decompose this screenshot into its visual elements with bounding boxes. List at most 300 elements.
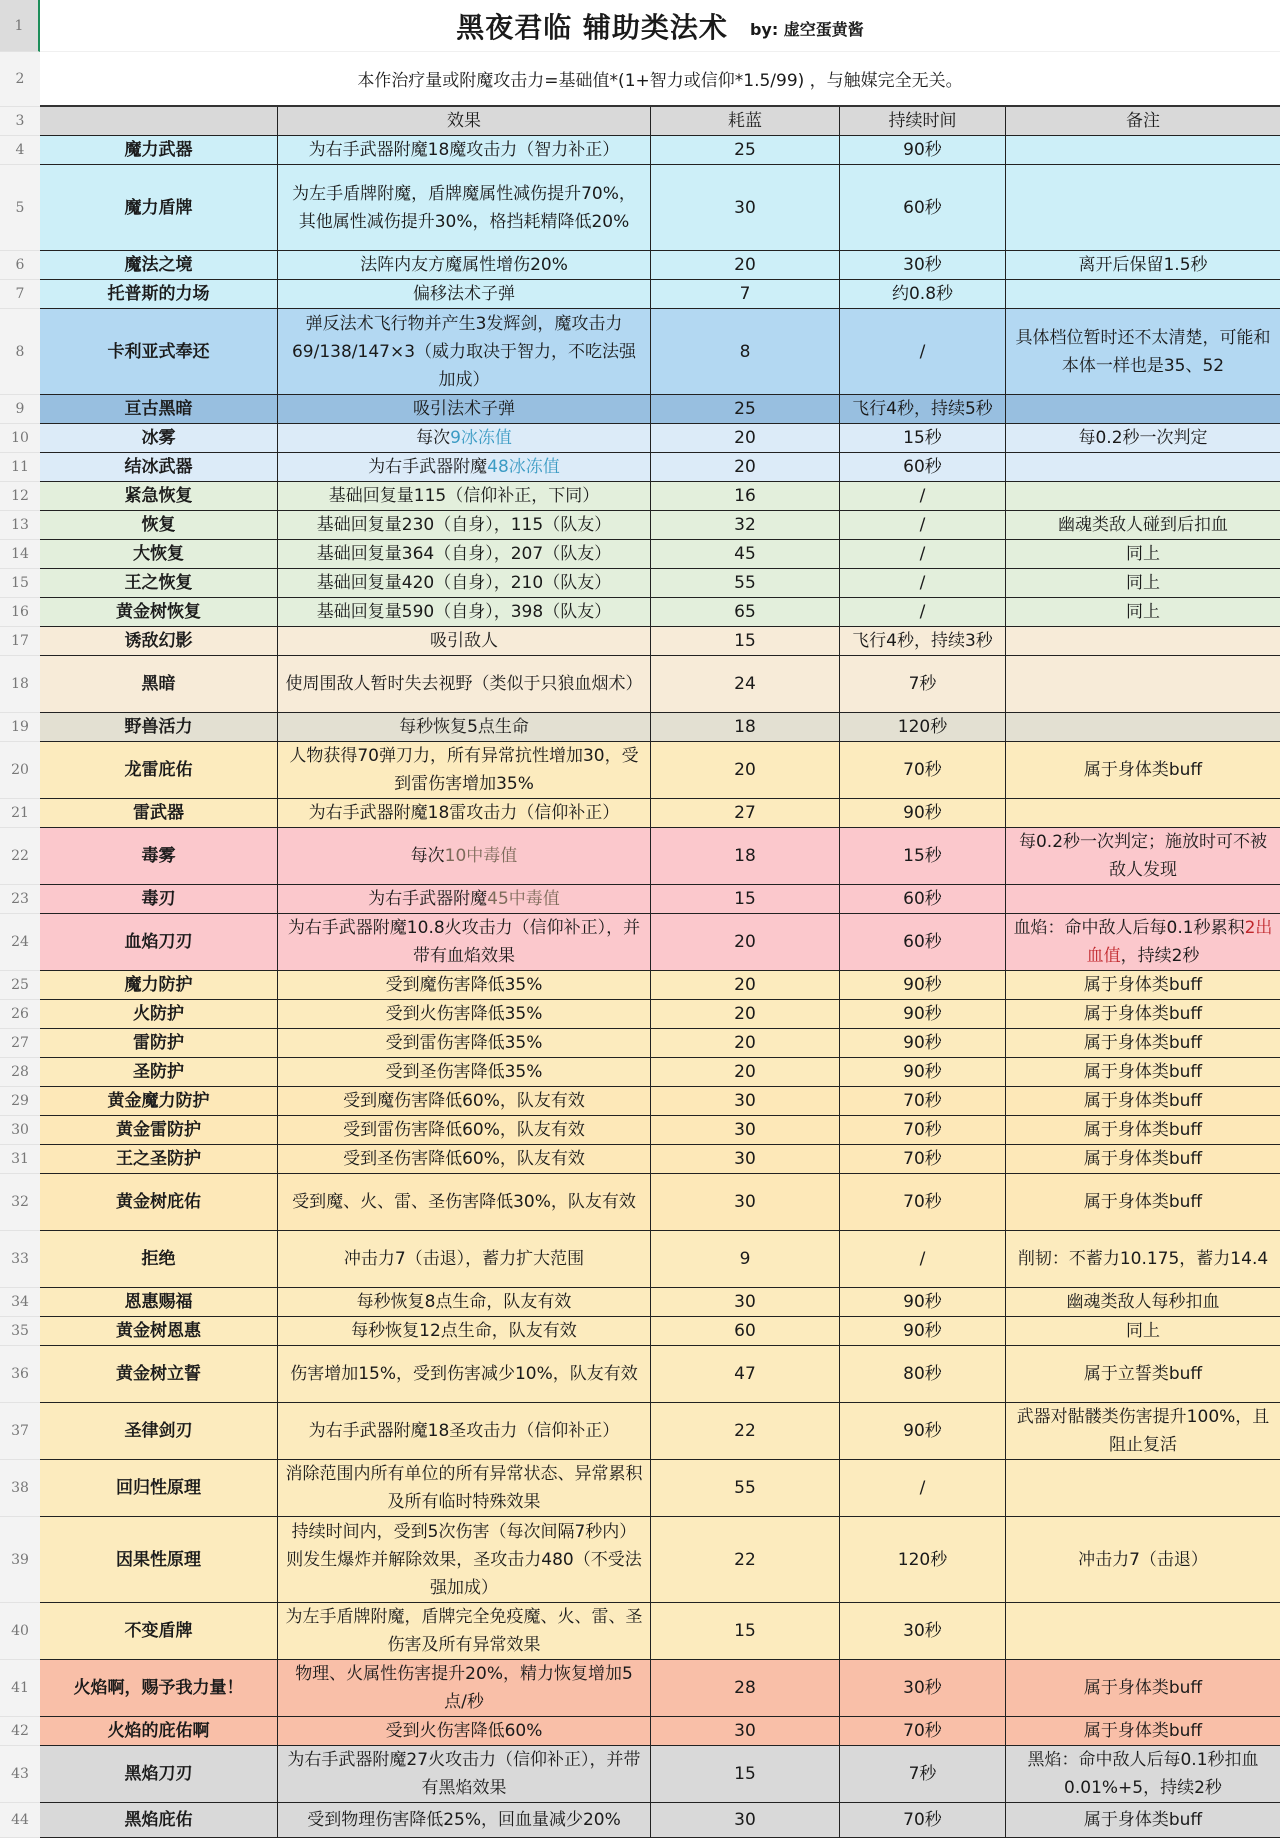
row-header[interactable]: 23: [0, 885, 40, 914]
row-header[interactable]: 11: [0, 453, 40, 482]
row-header[interactable]: 12: [0, 482, 40, 511]
row-header[interactable]: 17: [0, 627, 40, 656]
title-cell[interactable]: [40, 0, 1280, 52]
spell-name-cell[interactable]: 圣防护: [40, 1058, 278, 1087]
row-header[interactable]: 4: [0, 136, 40, 165]
row-header[interactable]: 36: [0, 1346, 40, 1403]
remark-cell[interactable]: 属于身体类buff: [1006, 1000, 1280, 1029]
spell-name-cell[interactable]: 火防护: [40, 1000, 278, 1029]
remark-cell[interactable]: 幽魂类敌人每秒扣血: [1006, 1288, 1280, 1317]
duration-cell[interactable]: 90秒: [840, 971, 1006, 1000]
spell-name-cell[interactable]: 王之恢复: [40, 569, 278, 598]
column-header-duration[interactable]: 持续时间: [840, 107, 1006, 136]
duration-cell[interactable]: 70秒: [840, 1717, 1006, 1746]
fp-cost-cell[interactable]: 32: [651, 511, 840, 540]
fp-cost-cell[interactable]: 30: [651, 165, 840, 251]
duration-cell[interactable]: 90秒: [840, 1288, 1006, 1317]
remark-cell[interactable]: 同上: [1006, 1317, 1280, 1346]
table-row: [0, 627, 1280, 656]
spell-name-cell[interactable]: 黄金树恩惠: [40, 1317, 278, 1346]
effect-cell[interactable]: 消除范围内所有单位的所有异常状态、异常累积及所有临时特殊效果: [278, 1460, 651, 1517]
duration-cell[interactable]: 飞行4秒，持续3秒: [840, 627, 1006, 656]
remark-cell[interactable]: 离开后保留1.5秒: [1006, 251, 1280, 280]
remark-text: [1012, 914, 1274, 970]
duration-cell[interactable]: 70秒: [840, 1087, 1006, 1116]
fp-cost-cell[interactable]: 20: [651, 251, 840, 280]
spell-name-cell[interactable]: 亘古黑暗: [40, 395, 278, 424]
table-row: [0, 1231, 1280, 1288]
effect-cell[interactable]: 受到雷伤害降低35%: [278, 1029, 651, 1058]
effect-cell[interactable]: 伤害增加15%，受到伤害减少10%，队友有效: [278, 1346, 651, 1403]
fp-cost-cell[interactable]: 22: [651, 1517, 840, 1603]
effect-cell[interactable]: 受到魔伤害降低60%，队友有效: [278, 1087, 651, 1116]
spell-name-cell[interactable]: 因果性原理: [40, 1517, 278, 1603]
remark-cell[interactable]: [1006, 165, 1280, 251]
duration-cell[interactable]: 30秒: [840, 1603, 1006, 1660]
table-row: [0, 828, 1280, 885]
duration-cell[interactable]: /: [840, 482, 1006, 511]
row-header[interactable]: 5: [0, 165, 40, 251]
remark-cell[interactable]: 属于身体类buff: [1006, 971, 1280, 1000]
fp-cost-cell[interactable]: 15: [651, 885, 840, 914]
spell-name-cell[interactable]: 火焰的庇佑啊: [40, 1717, 278, 1746]
fp-cost-cell[interactable]: 30: [651, 1803, 840, 1838]
effect-cell[interactable]: 偏移法术子弹: [278, 280, 651, 309]
remark-cell[interactable]: [1006, 482, 1280, 511]
fp-cost-cell[interactable]: 55: [651, 569, 840, 598]
table-row: [0, 569, 1280, 598]
spell-name-cell[interactable]: 托普斯的力场: [40, 280, 278, 309]
fp-cost-cell[interactable]: 30: [651, 1116, 840, 1145]
effect-cell[interactable]: 受到物理伤害降低25%，回血量减少20%: [278, 1803, 651, 1838]
effect-text-prefix: 每次: [416, 428, 451, 448]
row-header[interactable]: 24: [0, 914, 40, 971]
effect-cell[interactable]: 法阵内友方魔属性增伤20%: [278, 251, 651, 280]
fp-cost-cell[interactable]: 7: [651, 280, 840, 309]
fp-cost-cell[interactable]: 30: [651, 1087, 840, 1116]
duration-cell[interactable]: 70秒: [840, 1145, 1006, 1174]
row-header[interactable]: 6: [0, 251, 40, 280]
spell-name-cell[interactable]: 龙雷庇佑: [40, 742, 278, 799]
duration-cell[interactable]: 90秒: [840, 136, 1006, 165]
duration-cell[interactable]: 70秒: [840, 1803, 1006, 1838]
column-header-name[interactable]: [40, 107, 278, 136]
effect-cell[interactable]: 为右手武器附魔18雷攻击力（信仰补正）: [278, 799, 651, 828]
duration-cell[interactable]: 飞行4秒，持续5秒: [840, 395, 1006, 424]
row-header[interactable]: 3: [0, 107, 40, 136]
duration-cell[interactable]: 15秒: [840, 424, 1006, 453]
row-header[interactable]: 8: [0, 309, 40, 395]
spell-name-cell[interactable]: 魔力武器: [40, 136, 278, 165]
remark-cell[interactable]: [1006, 627, 1280, 656]
effect-cell[interactable]: [278, 453, 651, 482]
remark-cell[interactable]: [1006, 799, 1280, 828]
row-header[interactable]: 43: [0, 1746, 40, 1803]
duration-cell[interactable]: 90秒: [840, 1000, 1006, 1029]
effect-cell[interactable]: 为右手武器附魔18圣攻击力（信仰补正）: [278, 1403, 651, 1460]
effect-text: [368, 453, 560, 481]
table-row: [0, 1116, 1280, 1145]
effect-cell[interactable]: [278, 424, 651, 453]
remark-cell[interactable]: [1006, 453, 1280, 482]
remark-cell[interactable]: 武器对骷髅类伤害提升100%，且阻止复活: [1006, 1403, 1280, 1460]
fp-cost-cell[interactable]: 25: [651, 136, 840, 165]
column-header-remark[interactable]: 备注: [1006, 107, 1280, 136]
spell-name-cell[interactable]: 黄金树庇佑: [40, 1174, 278, 1231]
fp-cost-cell[interactable]: 60: [651, 1317, 840, 1346]
table-row: [0, 914, 1280, 971]
fp-cost-cell[interactable]: 45: [651, 540, 840, 569]
table-row: [0, 453, 1280, 482]
table-row: [0, 713, 1280, 742]
effect-cell[interactable]: 受到圣伤害降低60%，队友有效: [278, 1145, 651, 1174]
effect-cell[interactable]: 冲击力7（击退），蓄力扩大范围: [278, 1231, 651, 1288]
effect-cell[interactable]: 基础回复量364（自身），207（队友）: [278, 540, 651, 569]
remark-cell[interactable]: 每0.2秒一次判定: [1006, 424, 1280, 453]
spell-name-cell[interactable]: 黑焰庇佑: [40, 1803, 278, 1838]
spell-name-cell[interactable]: 结冰武器: [40, 453, 278, 482]
fp-cost-cell[interactable]: 15: [651, 627, 840, 656]
table-row: [0, 799, 1280, 828]
remark-cell[interactable]: 属于身体类buff: [1006, 1116, 1280, 1145]
remark-cell[interactable]: 属于身体类buff: [1006, 1058, 1280, 1087]
effect-cell[interactable]: 为左手盾牌附魔，盾牌魔属性减伤提升70%，其他属性减伤提升30%，格挡耗精降低20%: [278, 165, 651, 251]
remark-cell[interactable]: 属于身体类buff: [1006, 1660, 1280, 1717]
effect-cell[interactable]: 为右手武器附魔27火攻击力（信仰补正），并带有黑焰效果: [278, 1746, 651, 1803]
table-row: [0, 598, 1280, 627]
effect-cell[interactable]: 受到魔、火、雷、圣伤害降低30%，队友有效: [278, 1174, 651, 1231]
duration-cell[interactable]: 70秒: [840, 1174, 1006, 1231]
effect-highlight-value: 45中毒值: [487, 889, 560, 909]
table-row: [0, 280, 1280, 309]
table-row: [0, 482, 1280, 511]
duration-cell[interactable]: 90秒: [840, 1317, 1006, 1346]
fp-cost-cell[interactable]: 22: [651, 1403, 840, 1460]
duration-cell[interactable]: /: [840, 511, 1006, 540]
remark-cell[interactable]: [1006, 280, 1280, 309]
table-row: [0, 511, 1280, 540]
remark-text-prefix: 血焰：命中敌人后每0.1秒累积: [1013, 918, 1245, 938]
table-row: [0, 1087, 1280, 1116]
fp-cost-cell[interactable]: 20: [651, 424, 840, 453]
spell-name-cell[interactable]: 火焰啊，赐予我力量！: [40, 1660, 278, 1717]
title-row: [0, 0, 1280, 52]
effect-cell[interactable]: [278, 828, 651, 885]
fp-cost-cell[interactable]: 20: [651, 453, 840, 482]
fp-cost-cell[interactable]: 16: [651, 482, 840, 511]
fp-cost-cell[interactable]: 24: [651, 656, 840, 713]
fp-cost-cell[interactable]: 8: [651, 309, 840, 395]
spell-name-cell[interactable]: 冰雾: [40, 424, 278, 453]
remark-cell[interactable]: 属于身体类buff: [1006, 1029, 1280, 1058]
effect-cell[interactable]: 每秒恢复12点生命，队友有效: [278, 1317, 651, 1346]
row-header[interactable]: 1: [0, 0, 40, 52]
effect-highlight-value: 48冰冻值: [487, 457, 560, 477]
effect-cell[interactable]: 人物获得70弹刀力，所有异常抗性增加30，受到雷伤害增加35%: [278, 742, 651, 799]
fp-cost-cell[interactable]: 30: [651, 1174, 840, 1231]
fp-cost-cell[interactable]: 15: [651, 1603, 840, 1660]
effect-cell[interactable]: 使周围敌人暂时失去视野（类似于只狼血烟术）: [278, 656, 651, 713]
remark-cell[interactable]: 黑焰：命中敌人后每0.1秒扣血0.01%+5，持续2秒: [1006, 1746, 1280, 1803]
effect-cell[interactable]: 为右手武器附魔18魔攻击力（智力补正）: [278, 136, 651, 165]
fp-cost-cell[interactable]: 20: [651, 1000, 840, 1029]
effect-cell[interactable]: 为右手武器附魔10.8火攻击力（信仰补正），并带有血焰效果: [278, 914, 651, 971]
fp-cost-cell[interactable]: 65: [651, 598, 840, 627]
table-row: [0, 1346, 1280, 1403]
spell-name-cell[interactable]: 黑焰刀刃: [40, 1746, 278, 1803]
row-header[interactable]: 30: [0, 1116, 40, 1145]
row-header[interactable]: 19: [0, 713, 40, 742]
effect-cell[interactable]: 弹反法术飞行物并产生3发辉剑，魔攻击力69/138/147×3（威力取决于智力，不吃法强加成）: [278, 309, 651, 395]
fp-cost-cell[interactable]: 20: [651, 914, 840, 971]
fp-cost-cell[interactable]: 20: [651, 742, 840, 799]
row-header[interactable]: 10: [0, 424, 40, 453]
spell-name-cell[interactable]: 毒雾: [40, 828, 278, 885]
spell-name-cell[interactable]: 王之圣防护: [40, 1145, 278, 1174]
duration-cell[interactable]: 15秒: [840, 828, 1006, 885]
row-header[interactable]: 37: [0, 1403, 40, 1460]
fp-cost-cell[interactable]: 27: [651, 799, 840, 828]
spell-name-cell[interactable]: 紧急恢复: [40, 482, 278, 511]
duration-cell[interactable]: 80秒: [840, 1346, 1006, 1403]
spell-name-cell[interactable]: 魔法之境: [40, 251, 278, 280]
table-row: [0, 1746, 1280, 1803]
remark-cell[interactable]: [1006, 1603, 1280, 1660]
duration-cell[interactable]: 30秒: [840, 251, 1006, 280]
effect-text: [368, 885, 560, 913]
spell-name-cell[interactable]: 拒绝: [40, 1231, 278, 1288]
duration-cell[interactable]: 60秒: [840, 885, 1006, 914]
remark-cell[interactable]: [1006, 885, 1280, 914]
remark-cell[interactable]: 属于身体类buff: [1006, 1145, 1280, 1174]
duration-cell[interactable]: /: [840, 569, 1006, 598]
spell-name-cell[interactable]: 恢复: [40, 511, 278, 540]
table-row: [0, 1174, 1280, 1231]
spell-name-cell[interactable]: 不变盾牌: [40, 1603, 278, 1660]
spell-name-cell[interactable]: 毒刃: [40, 885, 278, 914]
duration-cell[interactable]: 70秒: [840, 742, 1006, 799]
remark-cell[interactable]: [1006, 656, 1280, 713]
remark-cell[interactable]: 削韧：不蓄力10.175，蓄力14.4: [1006, 1231, 1280, 1288]
row-header[interactable]: 13: [0, 511, 40, 540]
fp-cost-cell[interactable]: 25: [651, 395, 840, 424]
row-header[interactable]: 26: [0, 1000, 40, 1029]
remark-cell[interactable]: 每0.2秒一次判定；施放时可不被敌人发现: [1006, 828, 1280, 885]
effect-cell[interactable]: 物理、火属性伤害提升20%，精力恢复增加5点/秒: [278, 1660, 651, 1717]
duration-cell[interactable]: /: [840, 1460, 1006, 1517]
row-header[interactable]: 2: [0, 52, 40, 107]
fp-cost-cell[interactable]: 18: [651, 713, 840, 742]
duration-cell[interactable]: 约0.8秒: [840, 280, 1006, 309]
row-header[interactable]: 40: [0, 1603, 40, 1660]
duration-cell[interactable]: 60秒: [840, 165, 1006, 251]
effect-cell[interactable]: 基础回复量115（信仰补正，下同）: [278, 482, 651, 511]
table-row: [0, 1803, 1280, 1838]
spell-name-cell[interactable]: 回归性原理: [40, 1460, 278, 1517]
effect-cell[interactable]: 持续时间内，受到5次伤害（每次间隔7秒内）则发生爆炸并解除效果，圣攻击力480（不受法强加成）: [278, 1517, 651, 1603]
row-header[interactable]: 34: [0, 1288, 40, 1317]
fp-cost-cell[interactable]: 30: [651, 1145, 840, 1174]
row-header[interactable]: 44: [0, 1803, 40, 1838]
duration-cell[interactable]: 90秒: [840, 1403, 1006, 1460]
remark-cell[interactable]: 具体档位暂时还不太清楚，可能和本体一样也是35、52: [1006, 309, 1280, 395]
effect-cell[interactable]: 每秒恢复5点生命: [278, 713, 651, 742]
effect-cell[interactable]: 每秒恢复8点生命，队友有效: [278, 1288, 651, 1317]
row-header[interactable]: 27: [0, 1029, 40, 1058]
effect-cell[interactable]: 受到魔伤害降低35%: [278, 971, 651, 1000]
fp-cost-cell[interactable]: 18: [651, 828, 840, 885]
table-row: [0, 971, 1280, 1000]
duration-cell[interactable]: 120秒: [840, 1517, 1006, 1603]
row-header[interactable]: 25: [0, 971, 40, 1000]
remark-cell[interactable]: [1006, 136, 1280, 165]
row-header[interactable]: 32: [0, 1174, 40, 1231]
table-row: [0, 1603, 1280, 1660]
spell-name-cell[interactable]: 大恢复: [40, 540, 278, 569]
column-header-effect[interactable]: 效果: [278, 107, 651, 136]
table-row: [0, 656, 1280, 713]
fp-cost-cell[interactable]: 20: [651, 1058, 840, 1087]
spell-name-cell[interactable]: 雷防护: [40, 1029, 278, 1058]
duration-cell[interactable]: /: [840, 1231, 1006, 1288]
table-row: [0, 1029, 1280, 1058]
duration-cell[interactable]: 60秒: [840, 914, 1006, 971]
table-row: [0, 1000, 1280, 1029]
row-header[interactable]: 33: [0, 1231, 40, 1288]
spell-name-cell[interactable]: 血焰刀刃: [40, 914, 278, 971]
duration-cell[interactable]: /: [840, 598, 1006, 627]
effect-cell[interactable]: 受到火伤害降低35%: [278, 1000, 651, 1029]
duration-cell[interactable]: 30秒: [840, 1660, 1006, 1717]
duration-cell[interactable]: 120秒: [840, 713, 1006, 742]
fp-cost-cell[interactable]: 55: [651, 1460, 840, 1517]
sheet-title: 黑夜君临 辅助类法术: [456, 10, 728, 44]
spell-name-cell[interactable]: 魔力盾牌: [40, 165, 278, 251]
effect-cell[interactable]: 吸引敌人: [278, 627, 651, 656]
note-row: [0, 52, 1280, 107]
author-credit: by: 虚空蛋黄酱: [749, 20, 864, 39]
remark-highlight-value: 2出血值: [1086, 918, 1273, 966]
row-header[interactable]: 15: [0, 569, 40, 598]
effect-text-prefix: 每次: [410, 846, 445, 866]
remark-cell[interactable]: 同上: [1006, 598, 1280, 627]
remark-cell[interactable]: 幽魂类敌人碰到后扣血: [1006, 511, 1280, 540]
row-header[interactable]: 35: [0, 1317, 40, 1346]
fp-cost-cell[interactable]: 9: [651, 1231, 840, 1288]
remark-cell[interactable]: 属于立誓类buff: [1006, 1346, 1280, 1403]
remark-cell[interactable]: 冲击力7（击退）: [1006, 1517, 1280, 1603]
row-header[interactable]: 39: [0, 1517, 40, 1603]
remark-cell[interactable]: 属于身体类buff: [1006, 1717, 1280, 1746]
spell-name-cell[interactable]: 黄金树立誓: [40, 1346, 278, 1403]
table-row: [0, 540, 1280, 569]
spell-name-cell[interactable]: 野兽活力: [40, 713, 278, 742]
spell-name-cell[interactable]: 黄金雷防护: [40, 1116, 278, 1145]
effect-cell[interactable]: 基础回复量590（自身），398（队友）: [278, 598, 651, 627]
spell-name-cell[interactable]: 诱敌幻影: [40, 627, 278, 656]
spell-name-cell[interactable]: 卡利亚式奉还: [40, 309, 278, 395]
duration-cell[interactable]: 7秒: [840, 1746, 1006, 1803]
row-header[interactable]: 20: [0, 742, 40, 799]
row-header[interactable]: 7: [0, 280, 40, 309]
fp-cost-cell[interactable]: 28: [651, 1660, 840, 1717]
remark-cell[interactable]: [1006, 395, 1280, 424]
table-row: [0, 309, 1280, 395]
duration-cell[interactable]: 60秒: [840, 453, 1006, 482]
row-header[interactable]: 41: [0, 1660, 40, 1717]
row-header[interactable]: 16: [0, 598, 40, 627]
remark-cell[interactable]: 同上: [1006, 569, 1280, 598]
effect-cell[interactable]: 为左手盾牌附魔，盾牌完全免疫魔、火、雷、圣伤害及所有异常效果: [278, 1603, 651, 1660]
fp-cost-cell[interactable]: 47: [651, 1346, 840, 1403]
table-row: [0, 1517, 1280, 1603]
remark-cell[interactable]: [1006, 1460, 1280, 1517]
remark-cell[interactable]: 属于身体类buff: [1006, 1803, 1280, 1838]
effect-cell[interactable]: 受到雷伤害降低60%，队友有效: [278, 1116, 651, 1145]
duration-cell[interactable]: 70秒: [840, 1116, 1006, 1145]
row-header[interactable]: 18: [0, 656, 40, 713]
row-header[interactable]: 28: [0, 1058, 40, 1087]
effect-cell[interactable]: 受到圣伤害降低35%: [278, 1058, 651, 1087]
spell-name-cell[interactable]: 圣律剑刃: [40, 1403, 278, 1460]
effect-text-prefix: 为右手武器附魔: [368, 889, 488, 909]
duration-cell[interactable]: 90秒: [840, 1029, 1006, 1058]
remark-cell[interactable]: [1006, 713, 1280, 742]
spell-name-cell[interactable]: 黄金魔力防护: [40, 1087, 278, 1116]
effect-cell[interactable]: [278, 885, 651, 914]
effect-text: [416, 424, 512, 452]
duration-cell[interactable]: 7秒: [840, 656, 1006, 713]
row-header[interactable]: 42: [0, 1717, 40, 1746]
spell-name-cell[interactable]: 恩惠赐福: [40, 1288, 278, 1317]
fp-cost-cell[interactable]: 20: [651, 1029, 840, 1058]
duration-cell[interactable]: 90秒: [840, 1058, 1006, 1087]
column-header-fp[interactable]: 耗蓝: [651, 107, 840, 136]
fp-cost-cell[interactable]: 30: [651, 1288, 840, 1317]
duration-cell[interactable]: /: [840, 540, 1006, 569]
effect-cell[interactable]: 受到火伤害降低60%: [278, 1717, 651, 1746]
row-header[interactable]: 31: [0, 1145, 40, 1174]
spell-name-cell[interactable]: 雷武器: [40, 799, 278, 828]
effect-cell[interactable]: 吸引法术子弹: [278, 395, 651, 424]
row-header[interactable]: 38: [0, 1460, 40, 1517]
remark-cell[interactable]: 属于身体类buff: [1006, 1087, 1280, 1116]
row-header[interactable]: 9: [0, 395, 40, 424]
duration-cell[interactable]: 90秒: [840, 799, 1006, 828]
fp-cost-cell[interactable]: 30: [651, 1717, 840, 1746]
row-header[interactable]: 22: [0, 828, 40, 885]
remark-cell[interactable]: 属于身体类buff: [1006, 1174, 1280, 1231]
row-header[interactable]: 14: [0, 540, 40, 569]
spell-name-cell[interactable]: 黑暗: [40, 656, 278, 713]
duration-cell[interactable]: /: [840, 309, 1006, 395]
spell-name-cell[interactable]: 魔力防护: [40, 971, 278, 1000]
fp-cost-cell[interactable]: 20: [651, 971, 840, 1000]
effect-cell[interactable]: 基础回复量420（自身），210（队友）: [278, 569, 651, 598]
remark-cell[interactable]: 属于身体类buff: [1006, 742, 1280, 799]
fp-cost-cell[interactable]: 15: [651, 1746, 840, 1803]
table-row: [0, 1058, 1280, 1087]
formula-note[interactable]: 本作治疗量或附魔攻击力=基础值*(1+智力或信仰*1.5/99) ，与触媒完全无关。: [40, 52, 1280, 107]
remark-cell[interactable]: 同上: [1006, 540, 1280, 569]
remark-cell[interactable]: [1006, 914, 1280, 971]
table-row: [0, 424, 1280, 453]
spell-name-cell[interactable]: 黄金树恢复: [40, 598, 278, 627]
effect-cell[interactable]: 基础回复量230（自身），115（队友）: [278, 511, 651, 540]
row-header[interactable]: 29: [0, 1087, 40, 1116]
table-body: [0, 136, 1280, 1838]
row-header[interactable]: 21: [0, 799, 40, 828]
